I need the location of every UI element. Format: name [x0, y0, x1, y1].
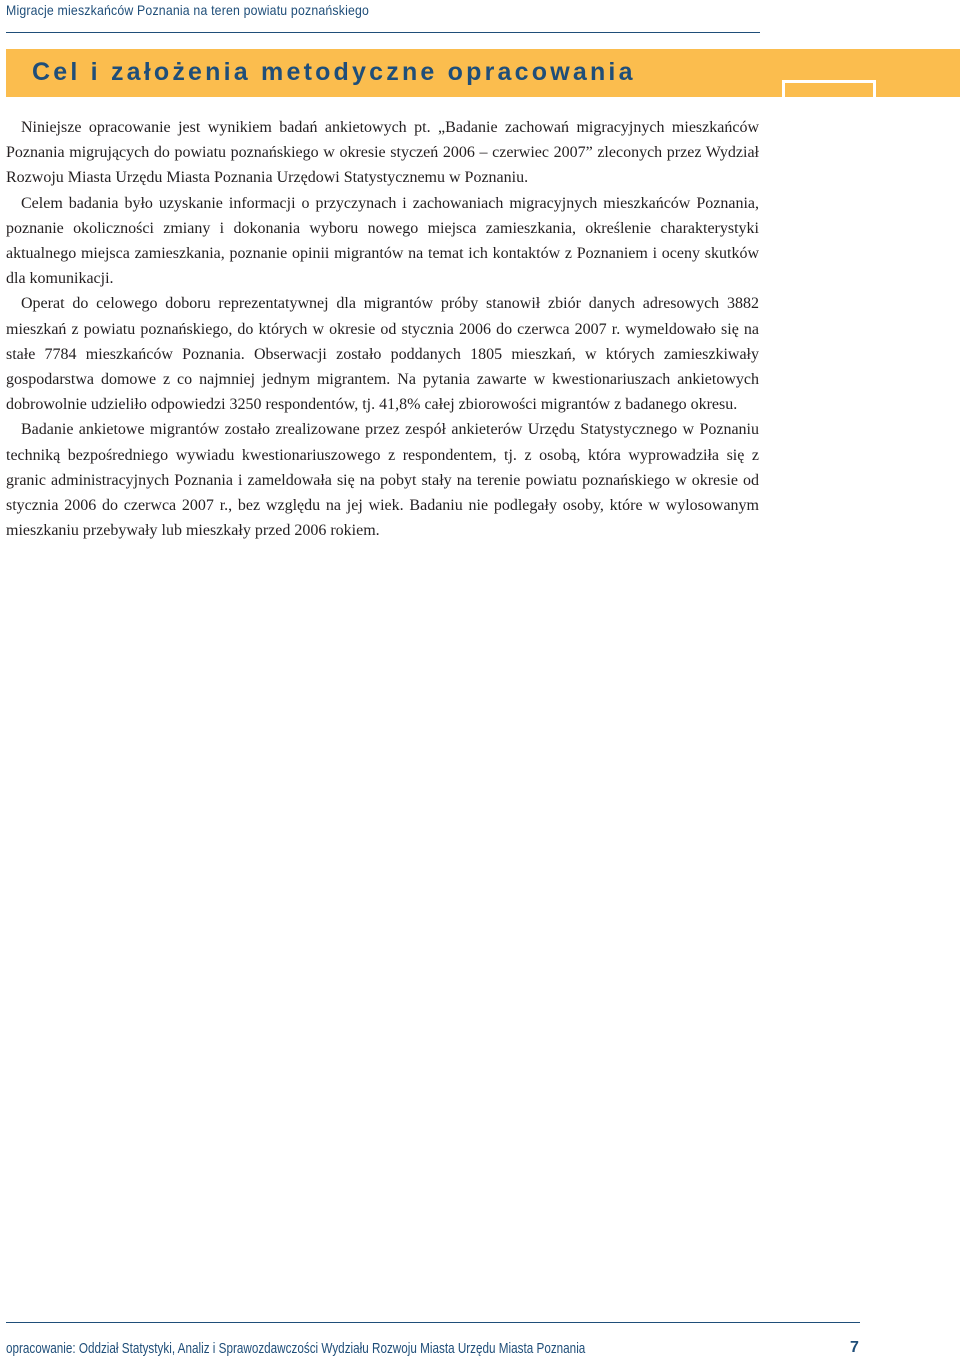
header-divider — [6, 32, 760, 33]
running-header: Migracje mieszkańców Poznania na teren powiatu poznańskiego — [6, 2, 370, 18]
paragraph-purpose: Celem badania było uzyskanie informacji o przyczynach i zachowaniach migracyjnych mieszkańców Poznania, poznanie okoliczności zmiany i dokonania wyboru nowego miejsca zamieszkania, określenie charakterystyki aktualnego miejsca zamieszkania, poznanie opinii migrantów na temat ich kontaktów z Poznaniem i oceny skutków dla komunikacji. — [6, 194, 759, 288]
footer-divider — [6, 1322, 860, 1323]
body-text — [6, 115, 759, 543]
section-title: Cel i założenia metodyczne opracowania — [32, 58, 636, 86]
paragraph-method: Badanie ankietowe migrantów zostało zrealizowane przez zespół ankieterów Urzędu Statystycznego w Poznaniu techniką bezpośredniego wywiadu kwestionariuszowego z respondentem, tj. z osobą, która wyprowadziła się z granic administracyjnych Poznania i zameldowała się na pobyt stały na terenie powiatu poznańskiego w okresie od stycznia 2006 do czerwca 2007 r., bez względu na jej wiek. Badaniu nie podlegały osoby, które w wylosowanym mieszkaniu przebywały lub mieszkały przed 2006 rokiem. — [6, 421, 759, 540]
footer-credit: opracowanie: Oddział Statystyki, Analiz i Sprawozdawczości Wydziału Rozwoju Miasta Urzędu Miasta Poznania — [6, 1340, 586, 1357]
paragraph-sampling: Operat do celowego doboru reprezentatywnej dla migrantów próby stanowił zbiór danych adresowych 3882 mieszkań z powiatu poznańskiego, do których w okresie od stycznia 2006 do czerwca 2007 r. wymeldowało się na stałe 7784 mieszkańców Poznania. Obserwacji zostało poddanych 1805 mieszkań, w których zamieszkiwały gospodarstwa domowe z co najmniej jednym migrantem. Na pytania zawarte w kwestionariuszach ankietowych dobrowolnie udzieliło odpowiedzi 3250 respondentów, tj. 41,8% całej zbiorowości migrantów z badanego okresu. — [6, 295, 759, 414]
page-number: 7 — [850, 1339, 859, 1356]
band-corner-decoration — [782, 80, 876, 97]
paragraph-intro: Niniejsze opracowanie jest wynikiem badań ankietowych pt. „Badanie zachowań migracyjnych mieszkańców Poznania migrujących do powiatu poznańskiego w okresie styczeń 2006 – czerwiec 2007” zleconych przez Wydział Rozwoju Miasta Urzędu Miasta Poznania Urzędowi Statystycznemu w Poznaniu. — [6, 119, 759, 187]
